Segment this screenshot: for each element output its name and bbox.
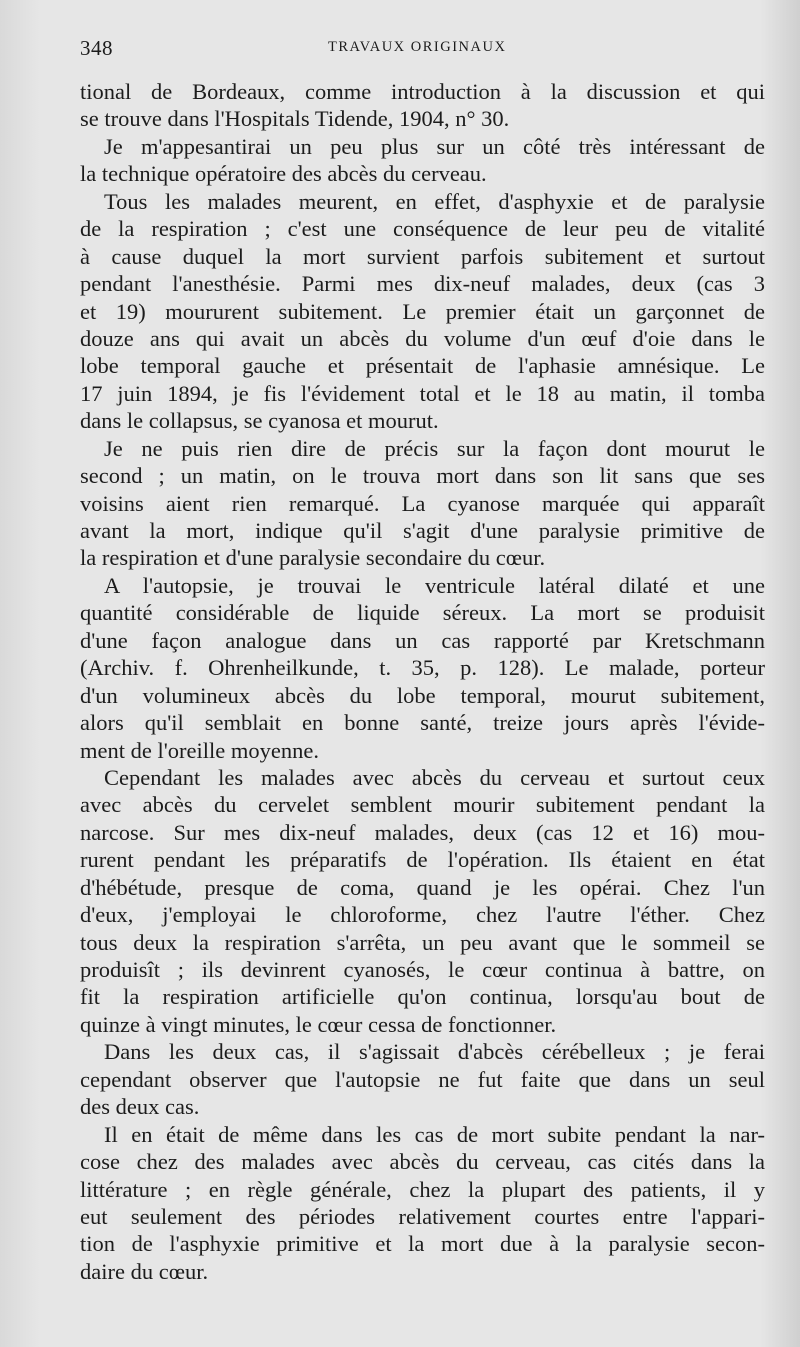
text-line: eut seulement des périodes relativement courtes entre l'appari-	[80, 1203, 765, 1229]
text-line: et 19) moururent subitement. Le premier était un garçonnet de	[80, 298, 765, 324]
text-line: Je ne puis rien dire de précis sur la façon dont mourut le	[104, 435, 765, 461]
text-line: fit la respiration artificielle qu'on continua, lorsqu'au bout de	[80, 984, 765, 1010]
text-line: cose chez des malades avec abcès du cerveau, cas cités dans la	[80, 1149, 765, 1175]
text-line: d'une façon analogue dans un cas rapporté par Kretschmann	[80, 627, 765, 653]
text-line: second ; un matin, on le trouva mort dans son lit sans que ses	[80, 463, 765, 489]
page-number: 348	[80, 36, 113, 60]
text-line: daire du cœur.	[80, 1258, 209, 1284]
running-head	[80, 36, 765, 62]
text-line: avant la mort, indique qu'il s'agit d'une paralysie primitive de	[80, 518, 765, 543]
text-line: alors qu'il semblait en bonne santé, treize jours après l'évide-	[80, 710, 765, 736]
running-title: TRAVAUX ORIGINAUX	[328, 39, 507, 55]
text-line: rurent pendant les préparatifs de l'opération. Ils étaient en état	[80, 847, 765, 873]
text-line: (Archiv. f. Ohrenheilkunde, t. 35, p. 128). Le malade, porteur	[80, 655, 765, 681]
text-line: voisins aient rien remarqué. La cyanose marquée qui apparaît	[80, 490, 765, 516]
text-line: d'un volumineux abcès du lobe temporal, mourut subitement,	[80, 682, 765, 708]
text-line: pendant l'anesthésie. Parmi mes dix-neuf malades, deux (cas 3	[80, 271, 765, 297]
body-text	[80, 78, 765, 1285]
text-line: Dans les deux cas, il s'agissait d'abcès cérébelleux ; je ferai	[104, 1039, 765, 1065]
text-line: littérature ; en règle générale, chez la plupart des patients, il y	[80, 1176, 765, 1202]
text-line: avec abcès du cervelet semblent mourir subitement pendant la	[80, 792, 765, 818]
text-line: Cependant les malades avec abcès du cerveau et surtout ceux	[104, 764, 765, 790]
text-line: quantité considérable de liquide séreux. La mort se produisit	[80, 600, 765, 626]
text-line: à cause duquel la mort survient parfois subitement et surtout	[80, 243, 765, 269]
text-line: d'eux, j'employai le chloroforme, chez l'autre l'éther. Chez	[80, 902, 765, 928]
text-line: produisît ; ils devinrent cyanosés, le cœur continua à battre, on	[80, 957, 765, 982]
text-line: la respiration et d'une paralysie secondaire du cœur.	[80, 545, 546, 571]
text-line: cependant observer que l'autopsie ne fut faite que dans un seul	[80, 1066, 765, 1092]
text-line: A l'autopsie, je trouvai le ventricule latéral dilaté et une	[104, 572, 765, 598]
text-line: tous deux la respiration s'arrêta, un peu avant que le sommeil se	[80, 929, 765, 955]
text-line: Tous les malades meurent, en effet, d'asphyxie et de paralysie	[104, 188, 765, 214]
text-line: tional de Bordeaux, comme introduction à la discussion et qui	[80, 79, 765, 104]
text-line: des deux cas.	[80, 1094, 200, 1120]
text-line: d'hébétude, presque de coma, quand je les opérai. Chez l'un	[80, 874, 765, 900]
text-line: dans le collapsus, se cyanosa et mourut.	[80, 408, 439, 434]
text-line: Il en était de même dans les cas de mort subite pendant la nar-	[104, 1121, 765, 1147]
text-line: se trouve dans l'Hospitals Tidende, 1904, n° 30.	[80, 106, 510, 132]
text-line: de la respiration ; c'est une conséquence de leur peu de vitalité	[80, 216, 765, 242]
text-line: quinze à vingt minutes, le cœur cessa de fonctionner.	[80, 1011, 557, 1037]
text-line: ment de l'oreille moyenne.	[80, 737, 319, 763]
text-line: 17 juin 1894, je fis l'évidement total et le 18 au matin, il tomba	[80, 380, 765, 406]
text-line: Je m'appesantirai un peu plus sur un côté très intéressant de	[104, 133, 765, 159]
text-line: tion de l'asphyxie primitive et la mort due à la paralysie secon-	[80, 1231, 765, 1257]
text-line: lobe temporal gauche et présentait de l'aphasie amnésique. Le	[80, 353, 765, 379]
text-line: la technique opératoire des abcès du cerveau.	[80, 161, 487, 187]
text-line: narcose. Sur mes dix-neuf malades, deux (cas 12 et 16) mou-	[80, 819, 765, 845]
text-line: douze ans qui avait un abcès du volume d'un œuf d'oie dans le	[80, 325, 765, 351]
